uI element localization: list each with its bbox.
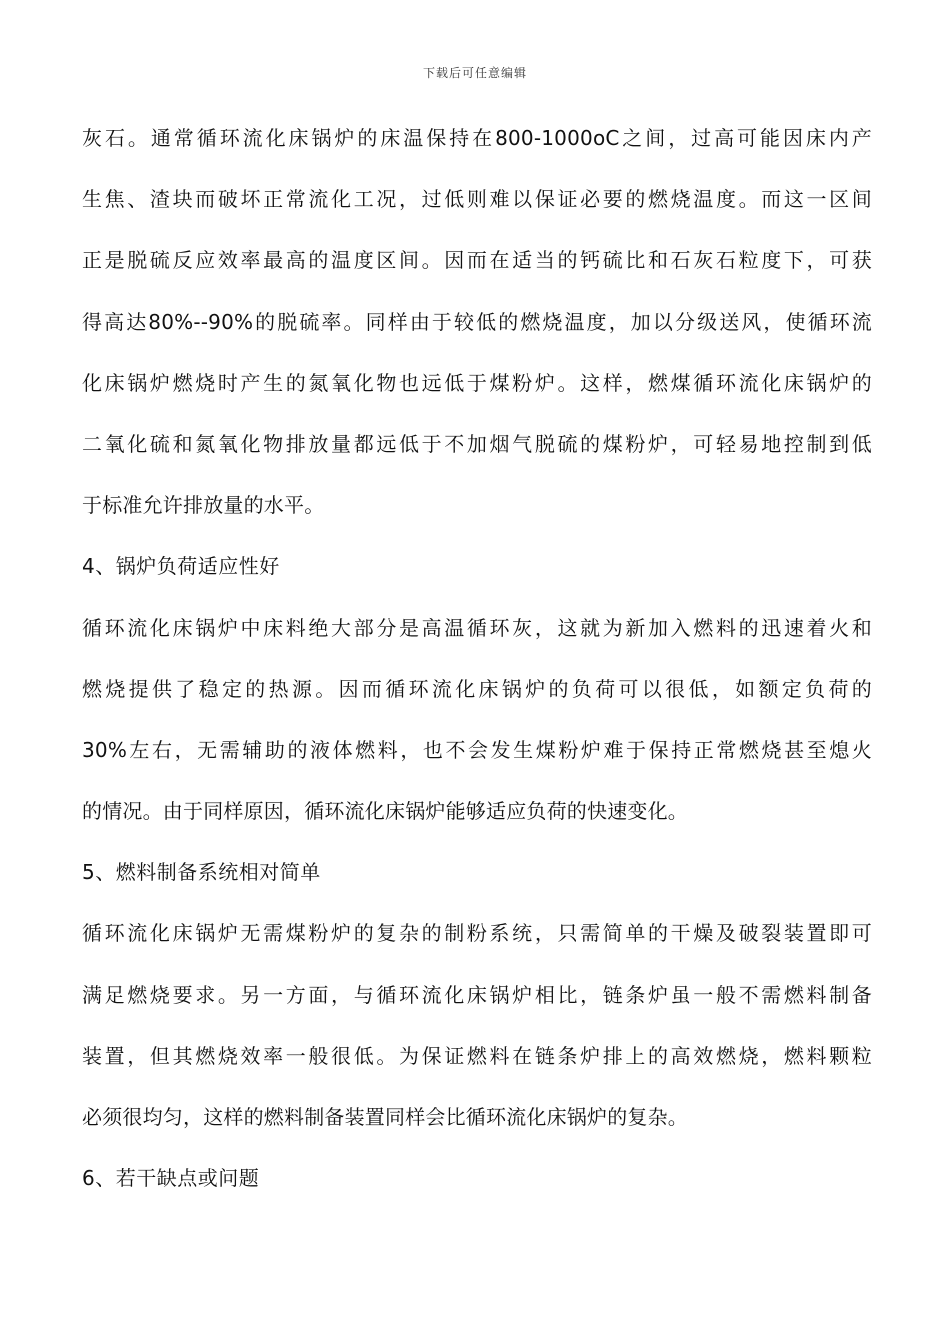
paragraph-line: 得高达80%--90%的脱硫率。同样由于较低的燃烧温度，加以分级送风，使循环流 xyxy=(82,309,872,334)
section-heading: 4、锅炉负荷适应性好 xyxy=(82,554,280,579)
document-body xyxy=(82,108,872,1209)
paragraph-line: 二氧化硫和氮氧化物排放量都远低于不加烟气脱硫的煤粉炉，可轻易地控制到低 xyxy=(82,431,872,456)
page-header: 下载后可任意编辑 xyxy=(422,66,527,80)
paragraph-line: 正是脱硫反应效率最高的温度区间。因而在适当的钙硫比和石灰石粒度下，可获 xyxy=(82,248,872,273)
section-heading: 6、若干缺点或问题 xyxy=(82,1166,260,1191)
paragraph-line: 30%左右，无需辅助的液体燃料，也不会发生煤粉炉难于保持正常燃烧甚至熄火 xyxy=(82,737,872,762)
paragraph-line: 装置，但其燃烧效率一般很低。为保证燃料在链条炉排上的高效燃烧，燃料颗粒 xyxy=(82,1043,872,1068)
paragraph-line: 满足燃烧要求。另一方面，与循环流化床锅炉相比，链条炉虽一般不需燃料制备 xyxy=(82,982,872,1007)
paragraph-line: 化床锅炉燃烧时产生的氮氧化物也远低于煤粉炉。这样，燃煤循环流化床锅炉的 xyxy=(82,370,872,395)
section-heading: 5、燃料制备系统相对简单 xyxy=(82,860,321,885)
paragraph-line: 必须很均匀，这样的燃料制备装置同样会比循环流化床锅炉的复杂。 xyxy=(82,1105,688,1129)
paragraph-line: 循环流化床锅炉中床料绝大部分是高温循环灰，这就为新加入燃料的迅速着火和 xyxy=(82,615,872,640)
paragraph-line: 循环流化床锅炉无需煤粉炉的复杂的制粉系统，只需简单的干燥及破裂装置即可 xyxy=(82,921,872,946)
paragraph-line: 燃烧提供了稳定的热源。因而循环流化床锅炉的负荷可以很低，如额定负荷的 xyxy=(82,676,872,701)
paragraph-line: 灰石。通常循环流化床锅炉的床温保持在800-1000oC之间，过高可能因床内产 xyxy=(82,126,872,150)
paragraph-line: 于标准允许排放量的水平。 xyxy=(82,493,325,518)
paragraph-line: 生焦、渣块而破坏正常流化工况，过低则难以保证必要的燃烧温度。而这一区间 xyxy=(82,187,872,212)
paragraph-line: 的情况。由于同样原因，循环流化床锅炉能够适应负荷的快速变化。 xyxy=(82,799,688,824)
